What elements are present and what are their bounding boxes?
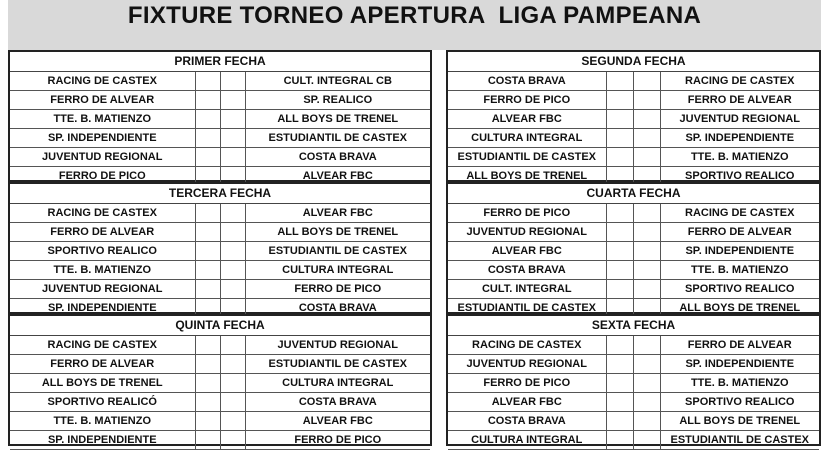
home-team: CULTURA INTEGRAL xyxy=(448,129,606,148)
table-row xyxy=(10,431,430,450)
home-score-cell xyxy=(606,412,633,431)
home-score-cell xyxy=(195,336,220,355)
fecha-5-table xyxy=(10,336,430,450)
away-team: SP. INDEPENDIENTE xyxy=(660,129,819,148)
table-row xyxy=(448,204,819,223)
home-score-cell xyxy=(606,393,633,412)
away-team: TTE. B. MATIENZO xyxy=(660,148,819,167)
home-team: FERRO DE PICO xyxy=(448,204,606,223)
fecha-4-block xyxy=(446,182,821,314)
away-score-cell xyxy=(633,148,660,167)
home-score-cell xyxy=(606,148,633,167)
away-team: RACING DE CASTEX xyxy=(660,204,819,223)
table-row xyxy=(10,242,430,261)
table-row xyxy=(10,280,430,299)
home-team: JUVENTUD REGIONAL xyxy=(10,280,195,299)
page-title: FIXTURE TORNEO APERTURA LIGA PAMPEANA xyxy=(127,2,702,29)
home-team: ALVEAR FBC xyxy=(448,110,606,129)
away-team: SPORTIVO REALICO xyxy=(660,280,819,299)
home-team: COSTA BRAVA xyxy=(448,72,606,91)
table-row xyxy=(448,355,819,374)
home-team: COSTA BRAVA xyxy=(448,412,606,431)
home-score-cell xyxy=(195,242,220,261)
home-score-cell xyxy=(606,91,633,110)
table-row xyxy=(448,431,819,450)
home-score-cell xyxy=(195,261,220,280)
home-score-cell xyxy=(606,280,633,299)
away-team: ESTUDIANTIL DE CASTEX xyxy=(245,242,430,261)
away-team: ESTUDIANTIL DE CASTEX xyxy=(245,355,430,374)
away-team: SP. INDEPENDIENTE xyxy=(660,355,819,374)
away-score-cell xyxy=(633,261,660,280)
away-score-cell xyxy=(220,91,245,110)
home-team: COSTA BRAVA xyxy=(448,261,606,280)
away-team: RACING DE CASTEX xyxy=(660,72,819,91)
home-team: SPORTIVO REALICÓ xyxy=(10,393,195,412)
home-team: SPORTIVO REALICO xyxy=(10,242,195,261)
home-score-cell xyxy=(606,374,633,393)
away-score-cell xyxy=(633,242,660,261)
table-row xyxy=(448,129,819,148)
home-team: FERRO DE ALVEAR xyxy=(10,355,195,374)
home-team: FERRO DE ALVEAR xyxy=(10,223,195,242)
away-score-cell xyxy=(633,280,660,299)
away-team: ALVEAR FBC xyxy=(245,167,430,186)
home-score-cell xyxy=(606,129,633,148)
fecha-1-block xyxy=(8,50,432,182)
home-team: ALVEAR FBC xyxy=(448,393,606,412)
fecha-3-block xyxy=(8,182,432,314)
home-score-cell xyxy=(195,393,220,412)
home-score-cell xyxy=(195,223,220,242)
table-row xyxy=(10,374,430,393)
home-team: JUVENTUD REGIONAL xyxy=(448,355,606,374)
home-score-cell xyxy=(195,412,220,431)
away-team: ALL BOYS DE TRENEL xyxy=(245,110,430,129)
away-score-cell xyxy=(220,261,245,280)
away-score-cell xyxy=(220,336,245,355)
table-row xyxy=(10,72,430,91)
away-team: ALL BOYS DE TRENEL xyxy=(660,412,819,431)
home-team: RACING DE CASTEX xyxy=(10,204,195,223)
home-score-cell xyxy=(606,261,633,280)
table-row xyxy=(10,129,430,148)
table-row xyxy=(10,204,430,223)
fecha-2-table xyxy=(448,72,819,186)
fecha-4-title: CUARTA FECHA xyxy=(448,184,819,204)
away-score-cell xyxy=(220,148,245,167)
home-team: JUVENTUD REGIONAL xyxy=(448,223,606,242)
table-row xyxy=(448,91,819,110)
fecha-5-title: QUINTA FECHA xyxy=(10,316,430,336)
home-team: ALL BOYS DE TRENEL xyxy=(10,374,195,393)
away-team: COSTA BRAVA xyxy=(245,148,430,167)
away-team: FERRO DE ALVEAR xyxy=(660,336,819,355)
away-score-cell xyxy=(220,280,245,299)
home-team: RACING DE CASTEX xyxy=(448,336,606,355)
table-row xyxy=(10,336,430,355)
home-team: ESTUDIANTIL DE CASTEX xyxy=(448,148,606,167)
home-team: ALL BOYS DE TRENEL xyxy=(448,167,606,186)
away-score-cell xyxy=(220,355,245,374)
away-team: FERRO DE ALVEAR xyxy=(660,223,819,242)
fecha-4-table xyxy=(448,204,819,318)
away-team: FERRO DE PICO xyxy=(245,431,430,450)
table-row xyxy=(448,148,819,167)
away-score-cell xyxy=(220,110,245,129)
home-team: FERRO DE PICO xyxy=(10,167,195,186)
away-team: COSTA BRAVA xyxy=(245,299,430,318)
home-score-cell xyxy=(195,355,220,374)
fecha-2-block xyxy=(446,50,821,182)
table-row xyxy=(10,412,430,431)
home-team: FERRO DE PICO xyxy=(448,91,606,110)
home-score-cell xyxy=(606,223,633,242)
away-score-cell xyxy=(633,110,660,129)
home-score-cell xyxy=(606,431,633,450)
away-score-cell xyxy=(220,129,245,148)
table-row xyxy=(10,223,430,242)
away-team: TTE. B. MATIENZO xyxy=(660,374,819,393)
table-row xyxy=(10,393,430,412)
away-score-cell xyxy=(220,72,245,91)
fixture-grid xyxy=(8,50,821,460)
table-row xyxy=(10,355,430,374)
home-team: SP. INDEPENDIENTE xyxy=(10,431,195,450)
table-row xyxy=(10,148,430,167)
away-score-cell xyxy=(220,393,245,412)
away-team: ALVEAR FBC xyxy=(245,412,430,431)
fecha-6-table xyxy=(448,336,819,450)
away-score-cell xyxy=(633,412,660,431)
table-row xyxy=(10,110,430,129)
away-team: SPORTIVO REALICO xyxy=(660,167,819,186)
fecha-1-table xyxy=(10,72,430,186)
home-score-cell xyxy=(606,110,633,129)
away-team: ALL BOYS DE TRENEL xyxy=(245,223,430,242)
table-row xyxy=(448,223,819,242)
fecha-6-title: SEXTA FECHA xyxy=(448,316,819,336)
home-score-cell xyxy=(195,280,220,299)
table-row xyxy=(448,412,819,431)
home-score-cell xyxy=(195,431,220,450)
away-score-cell xyxy=(220,412,245,431)
home-score-cell xyxy=(195,72,220,91)
home-team: ALVEAR FBC xyxy=(448,242,606,261)
away-score-cell xyxy=(220,431,245,450)
home-team: TTE. B. MATIENZO xyxy=(10,110,195,129)
home-team: CULTURA INTEGRAL xyxy=(448,431,606,450)
table-row xyxy=(448,336,819,355)
table-row xyxy=(448,280,819,299)
home-score-cell xyxy=(606,72,633,91)
fecha-2-title: SEGUNDA FECHA xyxy=(448,52,819,72)
away-team: SP. REALICO xyxy=(245,91,430,110)
away-team: ALL BOYS DE TRENEL xyxy=(660,299,819,318)
table-row xyxy=(10,91,430,110)
fecha-6-block xyxy=(446,314,821,446)
table-row xyxy=(448,72,819,91)
away-team: JUVENTUD REGIONAL xyxy=(660,110,819,129)
home-score-cell xyxy=(195,91,220,110)
away-team: FERRO DE PICO xyxy=(245,280,430,299)
home-team: FERRO DE PICO xyxy=(448,374,606,393)
home-score-cell xyxy=(195,204,220,223)
home-team: SP. INDEPENDIENTE xyxy=(10,129,195,148)
fecha-5-block xyxy=(8,314,432,446)
home-team: CULT. INTEGRAL xyxy=(448,280,606,299)
away-score-cell xyxy=(633,355,660,374)
away-team: ALVEAR FBC xyxy=(245,204,430,223)
away-score-cell xyxy=(633,204,660,223)
table-row xyxy=(448,261,819,280)
away-team: FERRO DE ALVEAR xyxy=(660,91,819,110)
home-team: FERRO DE ALVEAR xyxy=(10,91,195,110)
away-score-cell xyxy=(220,223,245,242)
away-score-cell xyxy=(633,431,660,450)
home-team: SP. INDEPENDIENTE xyxy=(10,299,195,318)
away-team: SP. INDEPENDIENTE xyxy=(660,242,819,261)
fecha-3-table xyxy=(10,204,430,318)
home-score-cell xyxy=(606,242,633,261)
away-score-cell xyxy=(633,91,660,110)
away-team: SPORTIVO REALICO xyxy=(660,393,819,412)
home-score-cell xyxy=(195,129,220,148)
home-team: JUVENTUD REGIONAL xyxy=(10,148,195,167)
table-row xyxy=(448,374,819,393)
home-score-cell xyxy=(606,204,633,223)
home-score-cell xyxy=(606,336,633,355)
home-team: RACING DE CASTEX xyxy=(10,72,195,91)
home-score-cell xyxy=(195,110,220,129)
away-score-cell xyxy=(633,223,660,242)
away-score-cell xyxy=(633,72,660,91)
table-row xyxy=(448,393,819,412)
away-team: COSTA BRAVA xyxy=(245,393,430,412)
away-score-cell xyxy=(633,129,660,148)
home-team: ESTUDIANTIL DE CASTEX xyxy=(448,299,606,318)
home-score-cell xyxy=(606,355,633,374)
away-score-cell xyxy=(633,393,660,412)
away-score-cell xyxy=(220,204,245,223)
home-team: TTE. B. MATIENZO xyxy=(10,261,195,280)
fecha-1-title: PRIMER FECHA xyxy=(10,52,430,72)
home-team: RACING DE CASTEX xyxy=(10,336,195,355)
away-score-cell xyxy=(220,242,245,261)
away-score-cell xyxy=(633,336,660,355)
away-score-cell xyxy=(220,374,245,393)
table-row xyxy=(448,242,819,261)
home-score-cell xyxy=(195,374,220,393)
away-team: ESTUDIANTIL DE CASTEX xyxy=(245,129,430,148)
table-row xyxy=(448,110,819,129)
home-team: TTE. B. MATIENZO xyxy=(10,412,195,431)
fecha-3-title: TERCERA FECHA xyxy=(10,184,430,204)
home-score-cell xyxy=(195,148,220,167)
away-team: CULTURA INTEGRAL xyxy=(245,261,430,280)
away-team: CULTURA INTEGRAL xyxy=(245,374,430,393)
table-row xyxy=(10,261,430,280)
away-score-cell xyxy=(633,374,660,393)
away-team: CULT. INTEGRAL CB xyxy=(245,72,430,91)
away-team: TTE. B. MATIENZO xyxy=(660,261,819,280)
away-team: ESTUDIANTIL DE CASTEX xyxy=(660,431,819,450)
away-team: JUVENTUD REGIONAL xyxy=(245,336,430,355)
